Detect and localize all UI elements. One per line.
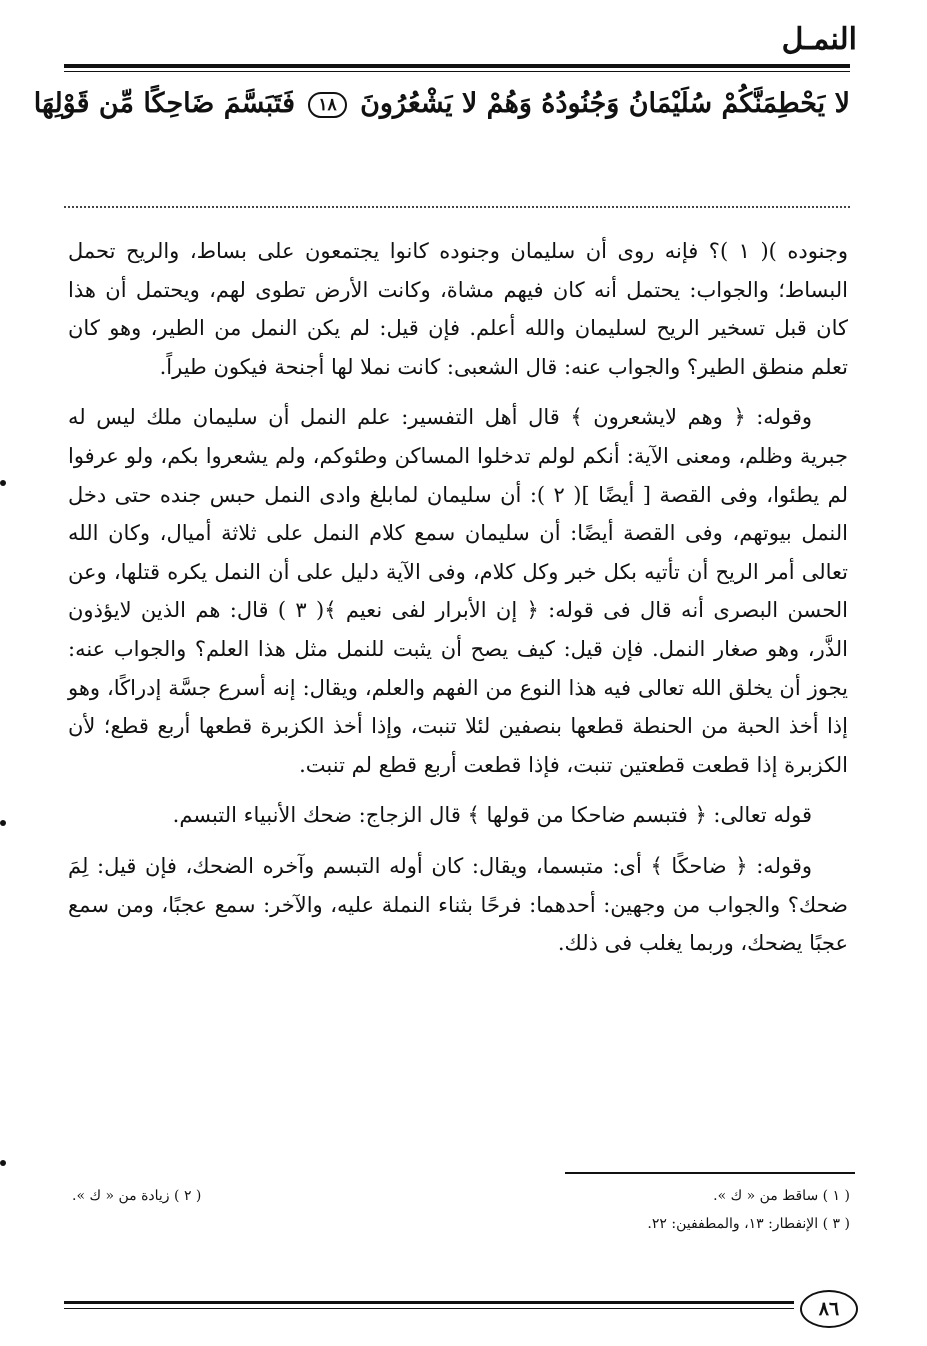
- verse-text-part-2: فَتَبَسَّمَ ضَاحِكًا مِّن قَوْلِهَا: [33, 88, 295, 119]
- page-number: ٨٦: [800, 1290, 858, 1328]
- paragraph-3: قوله تعالى: ﴿ فتبسم ضاحكا من قولها ﴾ قال الزجاج: ضحك الأنبياء التبسم.: [172, 803, 812, 828]
- footer-rule-bottom: [64, 1308, 794, 1309]
- verse-separator-rule: [64, 206, 850, 208]
- margin-mark-3: [0, 1160, 6, 1166]
- quran-verse-line: [33, 86, 850, 121]
- ayah-number-marker: ١٨: [308, 92, 346, 118]
- footnote-rule: [565, 1172, 855, 1174]
- header-rule-top: [64, 64, 850, 68]
- footnotes: [72, 1182, 850, 1238]
- paragraph-1: وجنوده )( ١ )؟ فإنه روى أن سليمان وجنوده كانوا يجتمعون على بساط، والريح تحمل البساط؛ والجواب: يحتمل أنه كان فيهم مشاة، وكانت الأرض تطوى لهم، ويحتمل أن هذا كان قبل تسخير الريح لسليمان والله أعلم. فإن قيل: لم يكن النمل من الطير، وهو كان تعلم منطق الطير؟ والجواب عنه: قال الشعبى: كانت نملا لها أجنحة فيكون طيراً.: [68, 239, 849, 379]
- paragraph-4: وقوله: ﴿ ضاحكًا ﴾ أى: متبسما، ويقال: كان أوله التبسم وآخره الضحك، فإن قيل: لِمَ ضحك؟ والجواب من وجهين: أحدهما: فرحًا بثناء النملة عليه، والآخر: سمع عجبًا، ومن سمع عجبًا يضحك، وربما يغلب فى ذلك.: [68, 853, 848, 956]
- footnote-3: ( ٣ ) الإنفطار: ١٣، والمطففين: ٢٢.: [647, 1216, 850, 1232]
- paragraph-2: وقوله: ﴿ وهم لايشعرون ﴾ قال أهل التفسير: علم النمل أن سليمان ملك ليس له جبرية وظلم، ومعنى الآية: أنكم لولم تدخلوا المساكن وطئوكم، ولم يشعروا بكم، ولو عرفوا لم يطئوا، وفى القصة [ أيضًا ]( ٢ ): أن سليمان لمابلغ وادى النمل حبس جنده حتى دخل النمل بيوتهم، وفى القصة أيضًا: أن سليمان سمع كلام النمل على ثلاثة أميال، وكان الله تعالى أمر الريح أن تأتيه بكل خبر وكل كلام، وفى الآية دليل على أن النمل يكره قتلها، وعن الحسن البصرى أنه قال فى قوله: ﴿ إن الأبرار لفى نعيم ﴾( ٣ ) قال: هم الذين لايؤذون الذَّر، وهو صغار النمل. فإن قيل: كيف يصح أن يثبت للنمل مثل هذا العلم؟ والجواب عنه: يجوز أن يخلق الله تعالى فيه هذا النوع من الفهم والعلم، ويقال: إنه أسرع جسَّة إدراكًا، وهو إذا أخذ الحبة من الحنطة قطعها بنصفين لئلا تنبت، وإذا أخذ الكزبرة قطعها أربع قطع؛ لأن الكزبرة إذا قطعت قطعتين تنبت، فإذا قطعت أربع قطع لم تنبت.: [68, 405, 848, 777]
- footnote-2: ( ٢ ) زيادة من « ك ».: [72, 1188, 202, 1204]
- footer-rule-top: [64, 1301, 794, 1304]
- page-header-title: النمـل: [781, 22, 857, 57]
- footnote-1: ( ١ ) ساقط من « ك ».: [713, 1188, 850, 1204]
- margin-mark-2: [0, 820, 6, 826]
- header-rule-bottom: [64, 71, 850, 72]
- margin-mark-1: [0, 480, 6, 486]
- footnote-row-1: [72, 1182, 850, 1210]
- commentary-body: [68, 232, 848, 963]
- verse-text-part-1: لا يَحْطِمَنَّكُمْ سُلَيْمَانُ وَجُنُودُهُ وَهُمْ لا يَشْعُرُونَ: [360, 88, 850, 119]
